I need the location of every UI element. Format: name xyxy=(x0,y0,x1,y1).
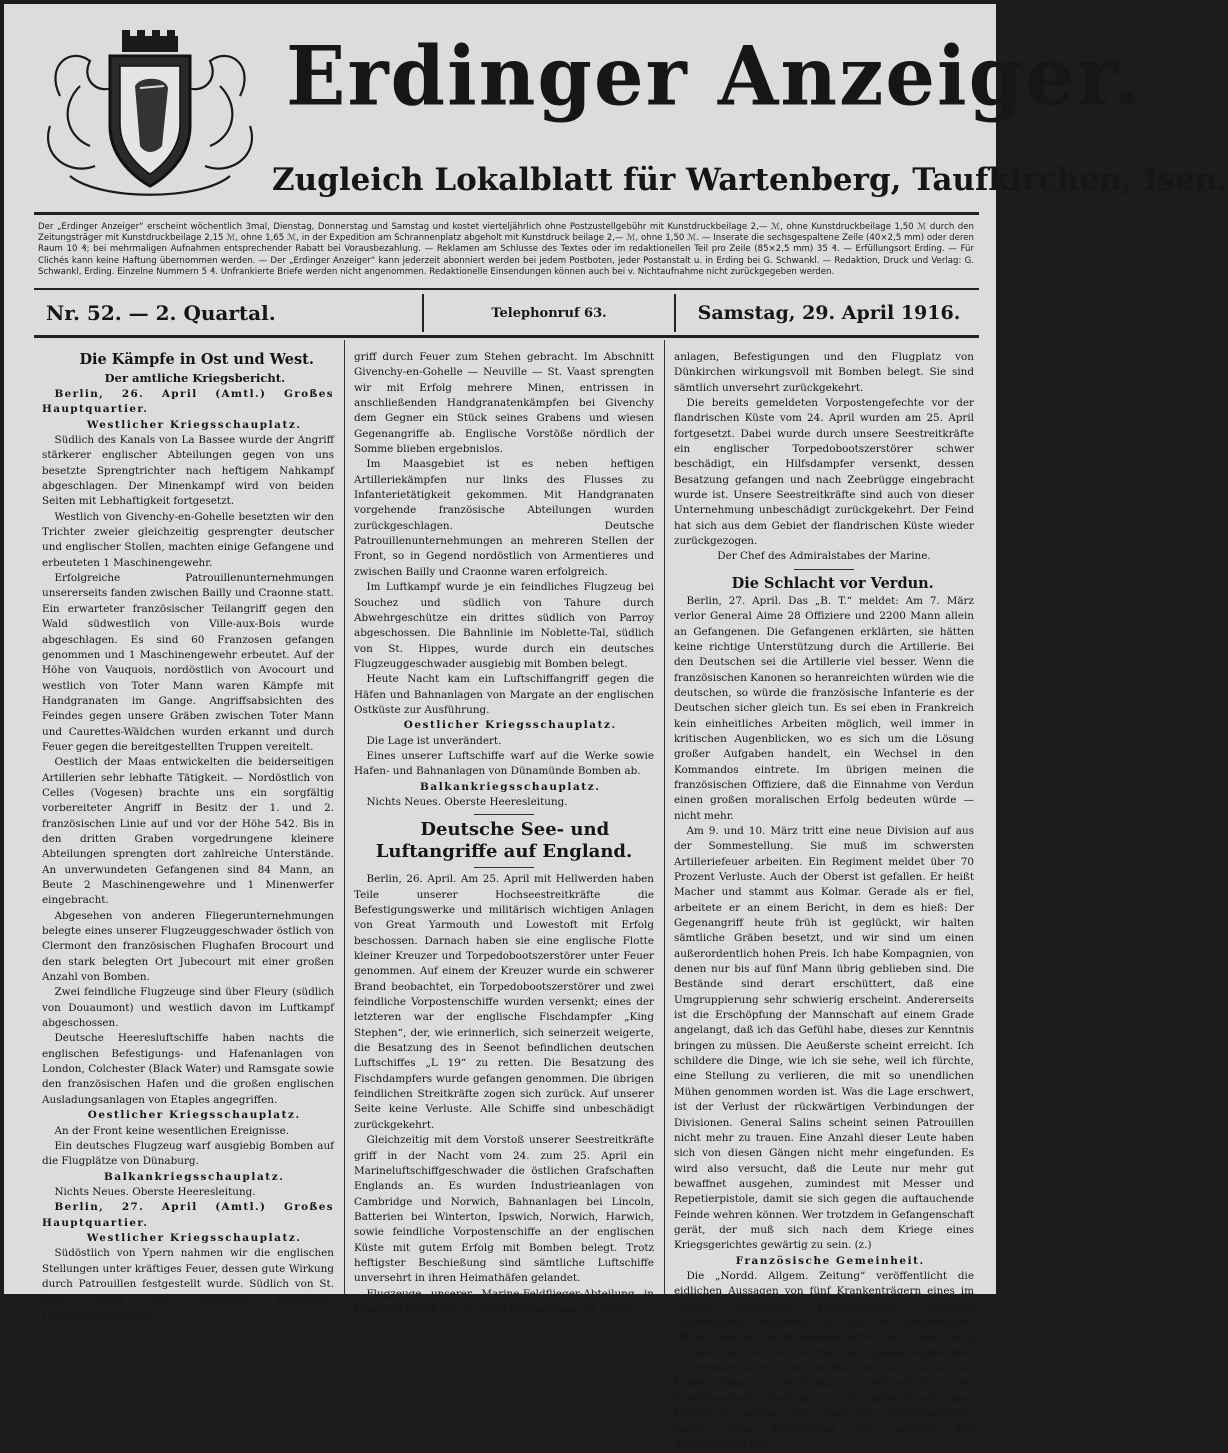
article-paragraph: Im Maasgebiet ist es neben heftigen Artilleriekämpfen nur links des Flusses zu Infanterietätigkeit gekommen. Mit Handgranaten vorgehende französische Abteilungen wurden zurückgeschlagen. Deutsche Patrouillenunternehmungen an mehreren Stellen der Front, so in Gegend nordöstlich von Armentieres und zwischen Bailly und Craonne waren erfolgreich. xyxy=(354,458,654,578)
info-rule-top xyxy=(34,288,979,290)
article-paragraph: Nichts Neues. Oberste Heeresleitung. xyxy=(54,1185,256,1198)
section-heading: Balkankriegsschauplatz. xyxy=(420,780,601,793)
separator-rule xyxy=(474,867,534,868)
article-paragraph: Eines unserer Luftschiffe warf auf die Werke sowie Hafen- und Bahnanlagen von Dünamünde Bomben ab. xyxy=(354,749,654,778)
article-paragraph: Am 9. und 10. März tritt eine neue Division auf aus der Sommestellung. Sie muß im schwersten Artilleriefeuer arbeiten. Ein Regiment meldet über 70 Prozent Verluste. Auch der Oberst ist gefallen. Er heißt Macher und stammt aus Kolmar. Gerade als er fiel, arbeitete er an einem Bericht, in dem es hieß: Der Gegenangriff heute früh ist geglückt, wir halten sämtliche Gräben besetzt, und wir sind um einen außerordentlich hohen Preis. Ich habe Kompagnien, von denen nur bis auf fünf Mann übrig geblieben sind. Die Bestände sind derart erschüttert, daß eine Umgruppierung sehr schwierig erscheint. Andererseits ist die Erschöpfung der Mannschaft auf einem Grade angelangt, daß ich das Gefühl habe, dieses zur Kenntnis bringen zu müssen. Die Aeußerste scheint erreicht. Ich schildere die Dinge, wie ich sie sehe, weil ich fürchte, eine Stellung zu verlieren, die mit so unendlichen Mühen genommen worden ist. Was die Lage erschwert, ist der Verlust der rückwärtigen Verbindungen der Divisionen. General Salins scheint seinen Patrouillen nicht mehr zu trauen. Eine Anzahl dieser Leute haben sich von diesen Gängen nicht mehr eingefunden. Es wird also versucht, daß die Leute nur mehr gut bewaffnet ausgehen, zumindest mit Messer und Repetierpistole, damit sie sich gegen die auftauchende Feinde wehren können. Wer trotzdem in Gefangenschaft gerät, der muß sich nach dem Kriege eines Kriegsgerichtes gewärtig zu sein. (z.) xyxy=(674,824,974,1252)
headline-war-report: Die Kämpfe in Ost und West. xyxy=(79,351,314,368)
article-paragraph: Deutsche Heeresluftschiffe haben nachts die englischen Befestigungs- und Hafenanlagen von London, Colchester (Black Water) und Ramsgate sowie den französischen Hafen und die großen englischen Ausladungsanlagen von Etaples angegriffen. xyxy=(42,1032,334,1106)
telephone-number: Telephonruf 63. xyxy=(422,294,676,332)
article-paragraph: Die „Nordd. Allgem. Zeitung“ veröffentlicht die eidlichen Aussagen von fünf Krankenträgern eines im Westen stehenden Jägerbataillons, wodurch unumstößlich festgelegt ist, daß ein französischer Offizier den die Sanitätsmannschaften durch Bedrohung mit dem Revolver zum Verrat ihrer eigenen Kameraden zu verleiten suchte, und da ihm dies nicht fuchte, die Krankenträger meuchlings niederschoß. Der Sanitätsgefreite Hellinger wurde dabei durch einen Kopfschuß getötet. Die deutschen Sanitätssoldaten waren völlig unbewaffnet und machten den französischen Offi- xyxy=(674,1269,974,1451)
article-paragraph: Südlich des Kanals von La Bassee wurde der Angriff stärkerer englischer Abteilungen gegen von uns besetzte Sprengtrichter nach heftigem Nahkampf abgeschlagen. Der Minenkampf wird von beiden Seiten mit Lebhaftigkeit fortgesetzt. xyxy=(42,434,334,508)
issue-date: Samstag, 29. April 1916. xyxy=(697,302,961,324)
article-paragraph: Berlin, 27. April. Das „B. T.“ meldet: Am 7. März verlor General Aime 28 Offiziere und 2200 Mann allein an Gefangenen. Die Gefangenen erklärten, sie hätten keine richtige Unterstützung durch die Artillerie. Bei den Deutschen sei die Artillerie viel besser. Wenn die französischen Kanonen so heranreichten würden wie die deutschen, so würde die französische Infanterie es der Deutschen sicher gleich tun. Es sei eben in Frankreich kein einheitliches Arbeiten möglich, weil immer in kritischen Augenblicken, wo es sich um die Lösung großer Aufgaben handelt, ein Wechsel in den Kommandos eintrete. Im übrigen meinen die französischen Offiziere, daß die Einnahme von Verdun einen großen moralischen Erfolg bedeuten würde — nicht mehr. xyxy=(674,594,974,822)
section-heading: Französische Gemeinheit. xyxy=(735,1254,925,1267)
article-paragraph: griff durch Feuer zum Stehen gebracht. Im Abschnitt Givenchy-en-Gohelle — Neuville — St. Vaast sprengten wir mit Erfolg mehrere Minen, entrissen in anschließenden Handgranatenkämpfen bei Givenchy dem Gegner ein Stück seines Grabens und wiesen Gegenangriffe ab. Englische Vorstöße nördlich der Somme blieben ergebnislos. xyxy=(354,351,654,456)
column-rule xyxy=(344,340,345,1294)
article-paragraph: Südöstlich von Ypern nahmen wir die englischen Stellungen unter kräftiges Feuer, dessen gute Wirkung durch Patrouillen festgestellt wurde. Südlich von St. Eloi wurde ein stärkerer feindlicher Handgranatenangriff xyxy=(42,1247,334,1321)
issue-number: Nr. 52. — 2. Quartal. xyxy=(46,301,276,325)
article-paragraph: Heute Nacht kam ein Luftschiffangriff gegen die Häfen und Bahnanlagen von Margate an der englischen Ostküste zur Ausführung. xyxy=(354,673,654,716)
article-paragraph: Flugzeuge unserer Marine-Feldflieger-Abteilung in Flandern haben am 25. April frühmorgens die Hafen- xyxy=(354,1287,654,1315)
column-1 xyxy=(42,350,334,1321)
section-heading: Westlicher Kriegsschauplatz. xyxy=(86,418,302,431)
article-paragraph: Zwei feindliche Flugzeuge sind über Fleury (südlich von Douaumont) und westlich davon im Luftkampf abgeschossen. xyxy=(42,986,334,1030)
section-heading: Oestlicher Kriegsschauplatz. xyxy=(87,1109,301,1122)
article-paragraph: Im Luftkampf wurde je ein feindliches Flugzeug bei Souchez und südlich von Tahure durch Abwehrgeschütze ein drittes südlich von Parroy abgeschossen. Die Bahnlinie im Noblette-Tal, südlich von St. Hippes, wurde durch ein deutsches Flugzeuggeschwader ausgiebig mit Bomben belegt. xyxy=(354,581,654,670)
separator-rule xyxy=(794,569,854,570)
subheading-official-report: Der amtliche Kriegsbericht. xyxy=(104,371,286,385)
article-paragraph: Ein deutsches Flugzeug warf ausgiebig Bomben auf die Flugplätze von Dünaburg. xyxy=(42,1139,334,1168)
dateline: Berlin, 27. April (Amtl.) Großes Hauptquartier. xyxy=(42,1201,334,1229)
article-paragraph: Abgesehen von anderen Fliegerunternehmungen belegte eines unserer Flugzeuggeschwader östlich von Clermont den französischen Flughafen Brocourt und den stark belegten Ort Jubecourt mit einer großen Anzahl von Bomben. xyxy=(42,909,334,984)
article-paragraph: Westlich von Givenchy-en-Gohelle besetzten wir den Trichter zweier gleichzeitig gesprengter deutscher und englischer Stollen, machten einige Gefangene und erbeuteten 1 Maschinengewehr. xyxy=(42,510,334,569)
info-rule-bottom xyxy=(34,335,979,338)
coat-of-arms-icon xyxy=(40,26,260,206)
section-heading: Oestlicher Kriegsschauplatz. xyxy=(403,719,617,732)
subscription-notice: Der „Erdinger Anzeiger“ erscheint wöchentlich 3mal, Dienstag, Donnerstag und Samstag und kostet vierteljährlich ohne Postzustellgebühr mit Kunstdruckbeilage 2,— ℳ, ohne Kunstdruckbeilage 1,50 ℳ durch den Zeitungsträger mit Kunstdruckbeilage 2,15 ℳ, ohne 1,65 ℳ, in der Expedition am Schrannenplatz abgeholt mit Kunstdruck beilage 2,— ℳ, ohne 1,50 ℳ. — Inserate die sechsgespaltene Zeile (40×2,5 mm) oder deren Raum 10 ₰; bei mehrmaligen Aufnahmen entsprechender Rabatt bei Vorausbezahlung. — Reklamen am Schlusse des Textes oder im redaktionellen Teil pro Zeile (85×2,5 mm) 35 ₰. — Erfüllungsort Erding. — Für Clichés kann keine Haftung übernommen werden. — Der „Erdinger Anzeiger“ kann jederzeit abonniert werden bei jedem Postboten, jeder Postanstalt u. in Erding bei G. Schwankl. — Redaktion, Druck und Verlag: G. Schwankl, Erding. Einzelne Nummern 5 ₰. Unfrankierte Briefe werden nicht angenommen. Redaktionelle Einsendungen können auch bei v. Nichtaufnahme nicht zurückgegeben werden. xyxy=(38,222,974,277)
article-paragraph: anlagen, Befestigungen und den Flugplatz von Dünkirchen wirkungsvoll mit Bomben belegt. Sie sind sämtlich unversehrt zurückgekehrt. xyxy=(674,351,974,394)
article-paragraph: Die bereits gemeldeten Vorpostengefechte vor der flandrischen Küste vom 24. April wurden am 25. April fortgesetzt. Dabei wurde durch unsere Seestreitkräfte ein englischer Torpedobootszerstörer schwer beschädigt, ein Hilfsdampfer versenkt, dessen Besatzung gefangen und nach Zeebrügge eingebracht wurde ist. Unsere Seestreitkräfte sind auch von dieser Unternehmung unbeschädigt zurückgekehrt. Der Feind hat sich aus dem Gebiet der flandrischen Küste wieder zurückgezogen. xyxy=(674,397,974,548)
article-paragraph: Berlin, 26. April. Am 25. April mit Hellwerden haben Teile unserer Hochseestreitkräfte die Befestigungswerke und militärisch wichtigen Anlagen von Great Yarmouth und Lowestoft mit Erfolg beschossen. Darnach haben sie eine englische Flotte kleiner Kreuzer und Torpedobootszerstörer unter Feuer genommen. Auf einem der Kreuzer wurde ein schwerer Brand beobachtet, ein Torpedobootszerstörer und zwei feindliche Vorpostenschiffe wurden versenkt; eines der letzteren war der englische Fischdampfer „King Stephen“, der, wie erinnerlich, sich seinerzeit weigerte, die Besatzung des in Seenot befindlichen deutschen Luftschiffes „L 19“ zu retten. Die Besatzung des Fischdampfers wurde gefangen genommen. Die übrigen feindlichen Streitkräfte zogen sich zurück. Auf unserer Seite keine Verluste. Alle Schiffe sind unbeschädigt zurückgekehrt. xyxy=(354,873,654,1131)
masthead-subtitle: Zugleich Lokalblatt für Wartenberg, Taufkirchen, Isen. xyxy=(272,162,1228,198)
column-2 xyxy=(354,350,654,1315)
article-paragraph: Erfolgreiche Patrouillenunternehmungen unsererseits fanden zwischen Bailly und Craonne statt. Ein erwarteter französischer Teilangriff gegen den Wald südwestlich von Ville-aux-Bois wurde abgeschlagen. Es sind 60 Franzosen gefangen genommen und 1 Maschinengewehr erbeutet. Auf der Höhe von Vauquois, nordöstlich von Avocourt und westlich von Toter Mann waren Kämpfe mit Handgranaten im Gange. Angriffsabsichten des Feindes gegen unsere Gräben zwischen Toter Mann und Caurettes-Wäldchen wurden erkannt und durch Feuer gegen die bereitgestellten Truppen vereitelt. xyxy=(42,572,334,753)
article-paragraph: Oestlich der Maas entwickelten die beiderseitigen Artillerien sehr lebhafte Tätigkeit. — Nordöstlich von Celles (Vogesen) brachte uns ein sorgfältig vorbereiteter Angriff in Besitz der 1. und 2. französischen Linie auf und vor der Höhe 542. Bis in den dritten Graben vorgedrungene kleinere Abteilungen sprengten dort zahlreiche Unterstände. An unverwundeten Gefangenen sind 84 Mann, an Beute 2 Maschinengewehre und 1 Minenwerfer eingebracht. xyxy=(42,756,334,907)
separator-rule xyxy=(474,814,534,815)
article-paragraph: Die Lage ist unverändert. xyxy=(366,734,502,747)
section-heading: Westlicher Kriegsschauplatz. xyxy=(86,1231,302,1244)
article-paragraph: Nichts Neues. Oberste Heeresleitung. xyxy=(366,795,568,808)
signature-line: Der Chef des Admiralstabes der Marine. xyxy=(717,550,931,563)
article-paragraph: An der Front keine wesentlichen Ereignisse. xyxy=(54,1124,290,1137)
top-rule xyxy=(34,212,979,215)
masthead-title: Erdinger Anzeiger. xyxy=(286,28,1142,125)
newspaper-page xyxy=(4,4,1228,1451)
archive-id: 00090940 xyxy=(6,7,50,17)
headline-sea-air-attacks: Deutsche See- und Luftangriffe auf England. xyxy=(375,819,633,863)
article-paragraph: Gleichzeitig mit dem Vorstoß unserer Seestreitkräfte griff in der Nacht vom 24. zum 25. April ein Marineluftschiffgeschwader die östlichen Grafschaften Englands an. Es wurden Industrieanlagen von Cambridge und Norwich, Bahnanlagen bei Lincoln, Batterien bei Winterton, Ipswich, Norwich, Harwich, sowie feindliche Vorpostenschiffe an der englischen Küste mit gutem Erfolg mit Bomben belegt. Trotz heftigster Beschießung sind sämtliche Luftschiffe unversehrt in ihren Heimathäfen gelandet. xyxy=(354,1134,654,1285)
dateline: Berlin, 26. April (Amtl.) Großes Hauptquartier. xyxy=(42,388,334,416)
column-3 xyxy=(674,350,974,1451)
headline-verdun: Die Schlacht vor Verdun. xyxy=(731,574,934,592)
column-rule xyxy=(664,340,665,1294)
section-heading: Balkankriegsschauplatz. xyxy=(104,1170,285,1183)
